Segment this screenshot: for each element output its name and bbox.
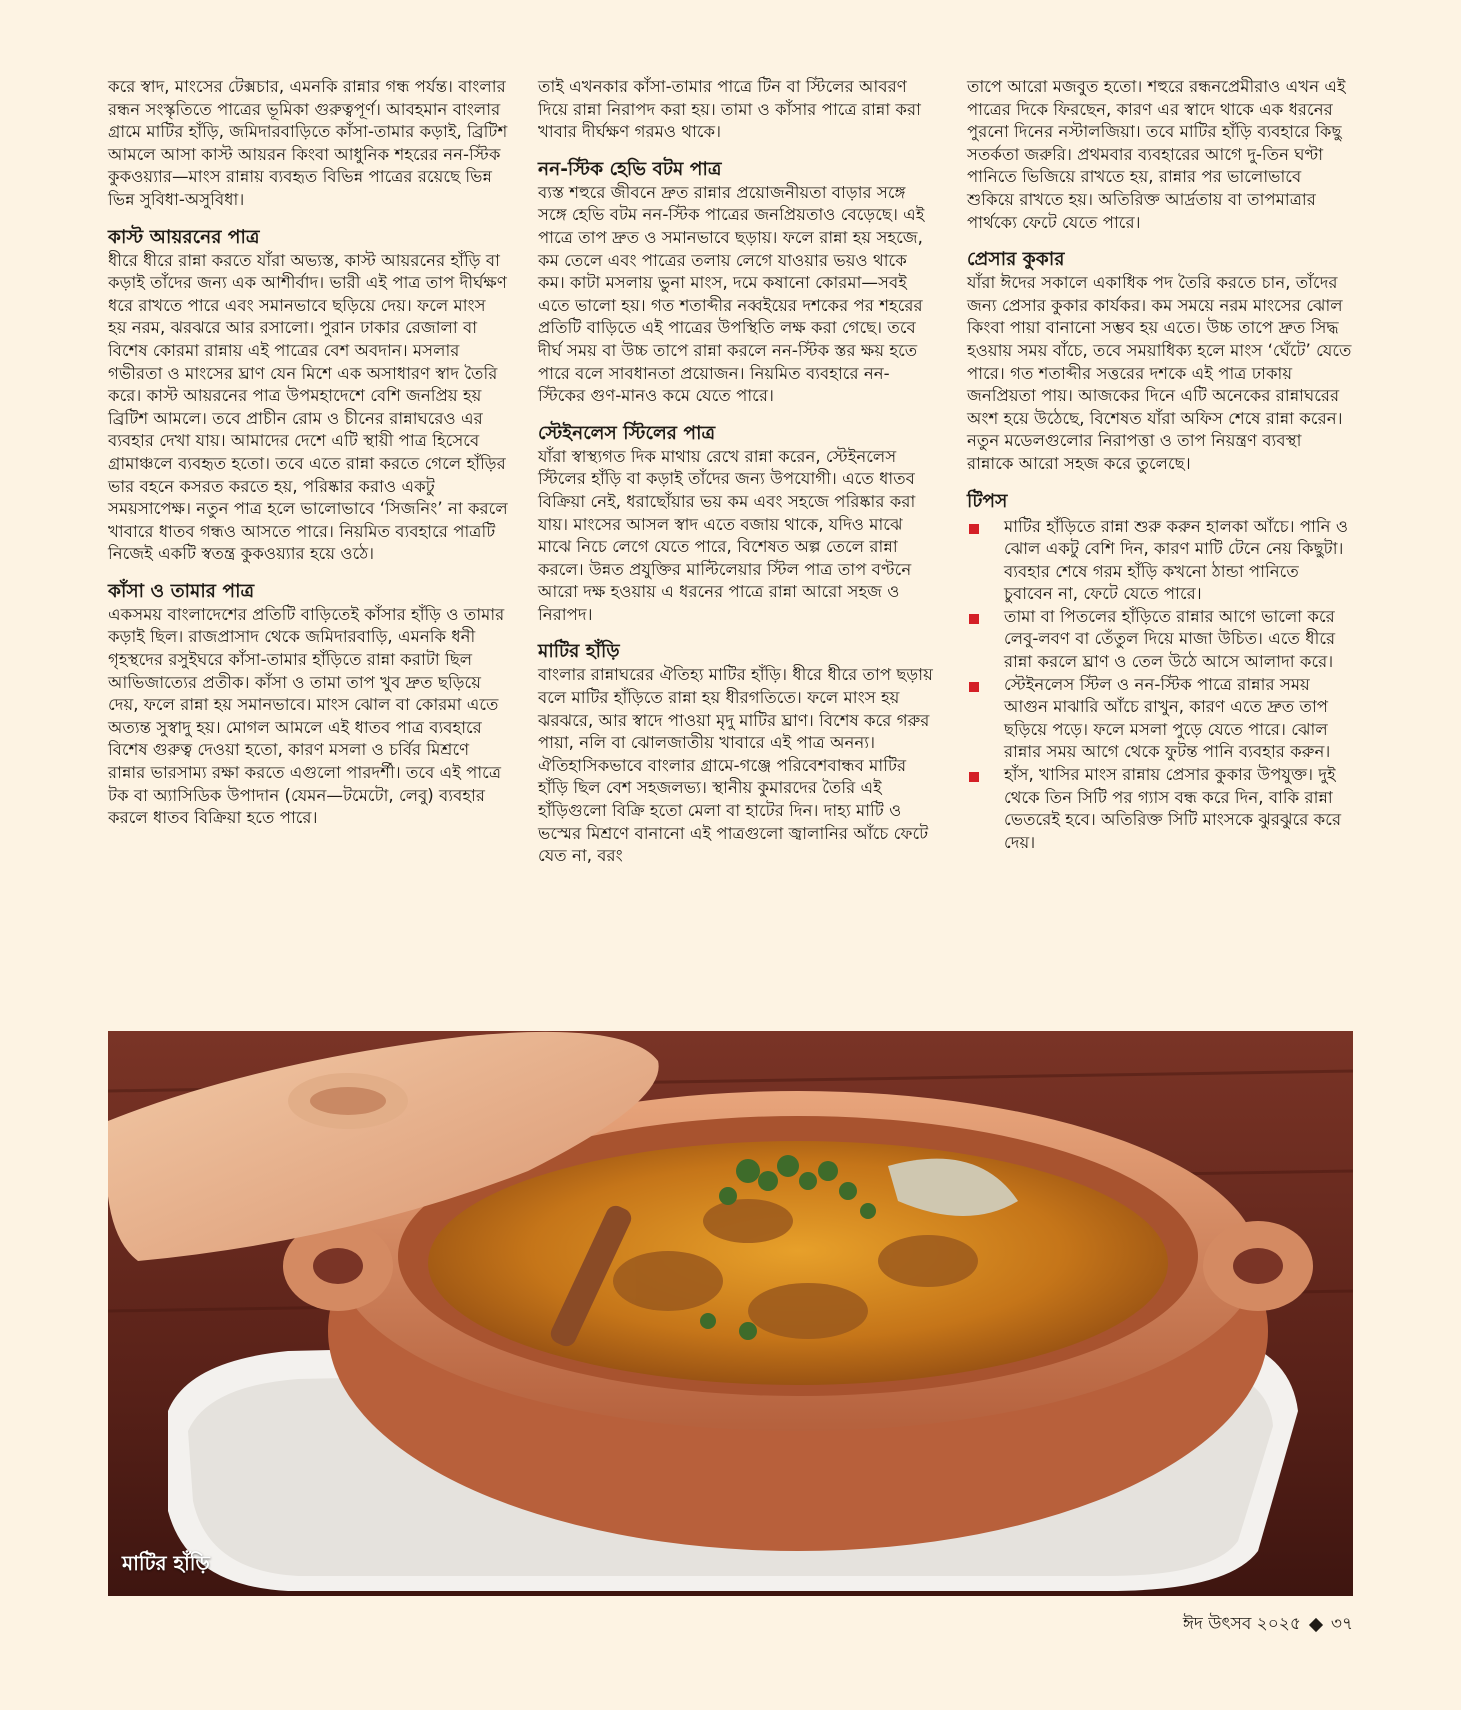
heading-pressure-cooker: প্রেসার কুকার: [967, 249, 1065, 271]
page-number: ৩৭: [1330, 1614, 1353, 1634]
cast-iron-paragraph: ধীরে ধীরে রান্না করতে যাঁরা অভ্যস্ত, কাস্ট আয়রনের হাঁড়ি বা কড়াই তাঁদের জন্য এক আশীর্বাদ। ভারী এই পাত্র তাপ দীর্ঘক্ষণ ধরে রাখতে পারে এবং সমানভাবে ছড়িয়ে দেয়। ফলে মাংস হয় নরম, ঝরঝরে আর রসালো। পুরান ঢাকার রেজালা বা বিশেষ কোরমা রান্নায় এই পাত্রের বেশ অবদান। মসলার গভীরতা ও মাংসের ঘ্রাণ যেন মিশে এক অসাধারণ স্বাদ তৈরি করে। কাস্ট আয়রনের পাত্র উপমহাদেশে বেশি জনপ্রিয় হয় ব্রিটিশ আমলে। তবে প্রাচীন রোম ও চীনের রান্নাঘরেও এর ব্যবহার দেখা যায়। আমাদের দেশে এটি স্থায়ী পাত্র হিসেবে গ্রামাঞ্চলে ব্যবহৃত হতো। তবে এতে রান্না করতে গেলে হাঁড়ির ভার বহনে কসরত করতে হয়, পরিষ্কার করাও একটু সময়সাপেক্ষ। নতুন পাত্র হলে ভালোভাবে ‘সিজনিং’ না করলে খাবারে ধাতব গন্ধও আসতে পারে। নিয়মিত ব্যবহারে পাত্রটি নিজেই একটি স্বতন্ত্র কুকওয়্যার হয়ে ওঠে।: [108, 250, 508, 564]
clay-pot-photo: [108, 1031, 1353, 1596]
heading-bronze-copper: কাঁসা ও তামার পাত্র: [108, 580, 255, 602]
tip-item: [967, 674, 1352, 764]
column-2: [538, 76, 934, 868]
tip-text: স্টেইনলেস স্টিল ও নন-স্টিক পাত্রে রান্নার সময় আগুন মাঝারি আঁচে রাখুন, কারণ এতে দ্রুত তাপ ছড়িয়ে পড়ে। ফলে মসলা পুড়ে যেতে পারে। ঝোল রান্নার সময় আগে থেকে ফুটন্ত পানি ব্যবহার করুন।: [1004, 674, 1331, 762]
clay-pot-illustration: [108, 1031, 1353, 1596]
heading-tips: টিপস: [967, 490, 1008, 512]
clay-continued-paragraph: তাপে আরো মজবুত হতো। শহুরে রন্ধনপ্রেমীরাও এখন এই পাত্রের দিকে ফিরছেন, কারণ এর স্বাদে থাকে এক ধরনের পুরনো দিনের নস্টালজিয়া। তবে মাটির হাঁড়ি ব্যবহারে কিছু সতর্কতা জরুরি। প্রথমবার ব্যবহারের আগে দু-তিন ঘণ্টা পানিতে ভিজিয়ে রাখতে হয়, রান্নার পর ভালোভাবে শুকিয়ে রাখতে হয়। অতিরিক্ত আর্দ্রতায় বা তাপমাত্রার পার্থক্যে ফেটে যেতে পারে।: [967, 77, 1346, 232]
heading-stainless-steel: স্টেইনলেস স্টিলের পাত্র: [538, 422, 716, 444]
photo-caption: মাটির হাঁড়ি: [122, 1551, 210, 1575]
clay-pot-paragraph: বাংলার রান্নাঘরের ঐতিহ্য মাটির হাঁড়ি। ধীরে ধীরে তাপ ছড়ায় বলে মাটির হাঁড়িতে রান্না হয় ধীরগতিতে। ফলে মাংস হয় ঝরঝরে, আর স্বাদে পাওয়া মৃদু মাটির ঘ্রাণ। বিশেষ করে গরুর পায়া, নলি বা ঝোলজাতীয় খাবারে এই পাত্র অনন্য। ঐতিহাসিকভাবে বাংলার গ্রামে-গঞ্জে পরিবেশবান্ধব মাটির হাঁড়ি ছিল বেশ সহজলভ্য। স্থানীয় কুমারদের তৈরি এই হাঁড়িগুলো বিক্রি হতো মেলা বা হাটের দিন। দাহ্য মাটি ও ভস্মের মিশ্রণে বানানো এই পাত্রগুলো জ্বালানির আঁচে ফেটে যেত না, বরং: [538, 665, 933, 866]
column-1: [108, 76, 508, 830]
tip-text: হাঁস, খাসির মাংস রান্নায় প্রেসার কুকার উপযুক্ত। দুই থেকে তিন সিটি পর গ্যাস বন্ধ করে দিন, বাকি রান্না ভেতরেই হবে। অতিরিক্ত সিটি মাংসকে ঝুরঝুরে করে দেয়।: [1004, 765, 1342, 852]
red-square-bullet-icon: [969, 682, 979, 692]
stainless-steel-paragraph: যাঁরা স্বাস্থ্যগত দিক মাথায় রেখে রান্না করেন, স্টেইনলেস স্টিলের হাঁড়ি বা কড়াই তাঁদের জন্য উপযোগী। এতে ধাতব বিক্রিয়া নেই, ধরাছোঁয়ার ভয় কম এবং সহজে পরিষ্কার করা যায়। মাংসের আসল স্বাদ এতে বজায় থাকে, যদিও মাঝে মাঝে নিচে লেগে যেতে পারে, বিশেষত অল্প তেলে রান্না করলে। উন্নত প্রযুক্তির মাল্টিলেয়ার স্টিল পাত্র তাপ বণ্টনে আরো দক্ষ হওয়ায় এ ধরনের পাত্রে রান্না আরো সহজ ও নিরাপদ।: [538, 446, 916, 624]
diamond-separator-icon: [1309, 1618, 1323, 1632]
red-square-bullet-icon: [969, 614, 979, 624]
bronze-copper-paragraph: একসময় বাংলাদেশের প্রতিটি বাড়িতেই কাঁসার হাঁড়ি ও তামার কড়াই ছিল। রাজপ্রাসাদ থেকে জমিদারবাড়ি, এমনকি ধনী গৃহস্থদের রসুইঘরে কাঁসা-তামার হাঁড়িতে রান্না করাটা ছিল আভিজাত্যের প্রতীক। কাঁসা ও তামা তাপ খুব দ্রুত ছড়িয়ে দেয়, ফলে রান্না হয় সমানভাবে। মাংস ঝোল বা কোরমা এতে অত্যন্ত সুস্বাদু হয়। মোগল আমলে এই ধাতব পাত্র ব্যবহারে বিশেষ গুরুত্ব দেওয়া হতো, কারণ মসলা ও চর্বির মিশ্রণে রান্নার ভারসাম্য রক্ষা করতে এগুলো পারদর্শী। তবে এই পাত্রে টক বা অ্যাসিডিক উপাদান (যেমন—টমেটো, লেবু) ব্যবহার করলে ধাতব বিক্রিয়া হতে পারে।: [108, 604, 505, 828]
bronze-continued-paragraph: তাই এখনকার কাঁসা-তামার পাত্রে টিন বা স্টিলের আবরণ দিয়ে রান্না নিরাপদ করা হয়। তামা ও কাঁসার পাত্রে রান্না করা খাবার দীর্ঘক্ষণ গরমও থাকে।: [538, 77, 921, 142]
red-square-bullet-icon: [969, 524, 979, 534]
tip-text: তামা বা পিতলের হাঁড়িতে রান্নার আগে ভালো করে লেবু-লবণ বা তেঁতুল দিয়ে মাজা উচিত। এতে ধীরে রান্না করলে ঘ্রাণ ও তেল উঠে আসে আলাদা করে।: [1004, 606, 1336, 672]
red-square-bullet-icon: [969, 772, 979, 782]
issue-name: ঈদ উৎসব ২০২৫: [1182, 1614, 1301, 1634]
intro-paragraph: করে স্বাদ, মাংসের টেক্সচার, এমনকি রান্নার গন্ধ পর্যন্ত। বাংলার রন্ধন সংস্কৃতিতে পাত্রের ভূমিকা গুরুত্বপূর্ণ। আবহমান বাংলার গ্রামে মাটির হাঁড়ি, জমিদারবাড়িতে কাঁসা-তামার কড়াই, ব্রিটিশ আমলে আসা কাস্ট আয়রন কিংবা আধুনিক শহরের নন-স্টিক কুকওয়্যার—মাংস রান্নায় ব্যবহৃত বিভিন্ন পাত্রের রয়েছে ভিন্ন ভিন্ন সুবিধা-অসুবিধা।: [108, 77, 508, 209]
heading-cast-iron: কাস্ট আয়রনের পাত্র: [108, 226, 260, 248]
tip-item: [967, 606, 1352, 674]
tips-list: [967, 516, 1352, 855]
pressure-cooker-paragraph: যাঁরা ঈদের সকালে একাধিক পদ তৈরি করতে চান, তাঁদের জন্য প্রেসার কুকার কার্যকর। কম সময়ে নরম মাংসের ঝোল কিংবা পায়া বানানো সম্ভব হয় এতে। উচ্চ তাপে দ্রুত সিদ্ধ হওয়ায় সময় বাঁচে, তবে সময়াধিক্য হলে মাংস ‘ঘেঁটে’ যেতে পারে। গত শতাব্দীর সত্তরের দশকে এই পাত্র ঢাকায় জনপ্রিয়তা পায়। আজকের দিনে এটি অনেকের রান্নাঘরের অংশ হয়ে উঠেছে, বিশেষত যাঁরা অফিস শেষে রান্না করেন। নতুন মডেলগুলোর নিরাপত্তা ও তাপ নিয়ন্ত্রণ ব্যবস্থা রান্নাকে আরো সহজ করে তুলেছে।: [967, 273, 1352, 473]
heading-non-stick: নন-স্টিক হেভি বটম পাত্র: [538, 158, 722, 180]
tip-item: [967, 516, 1352, 606]
column-3: [967, 76, 1352, 854]
heading-clay-pot: মাটির হাঁড়ি: [538, 641, 620, 663]
page-footer: [1183, 1611, 1353, 1639]
tip-item: [967, 764, 1352, 854]
tip-text: মাটির হাঁড়িতে রান্না শুরু করুন হালকা আঁচে। পানি ও ঝোল একটু বেশি দিন, কারণ মাটি টেনে নেয় কিছুটা। ব্যবহার শেষে গরম হাঁড়ি কখনো ঠান্ডা পানিতে চুবাবেন না, ফেটে যেতে পারে।: [1004, 516, 1349, 604]
non-stick-paragraph: ব্যস্ত শহুরে জীবনে দ্রুত রান্নার প্রয়োজনীয়তা বাড়ার সঙ্গে সঙ্গে হেভি বটম নন-স্টিক পাত্রের জনপ্রিয়তাও বেড়েছে। এই পাত্রে তাপ দ্রুত ও সমানভাবে ছড়ায়। ফলে রান্না হয় সহজে, কম তেলে এবং পাত্রের তলায় লেগে যাওয়ার ভয়ও থাকে কম। কাটা মসলায় ভুনা মাংস, দমে কষানো কোরমা—সবই এতে ভালো হয়। গত শতাব্দীর নব্বইয়ের দশকের পর শহরের প্রতিটি বাড়িতে এই পাত্রের উপস্থিতি লক্ষ করা গেছে। তবে দীর্ঘ সময় বা উচ্চ তাপে রান্না করলে নন-স্টিক স্তর ক্ষয় হতে পারে বলে সাবধানতা প্রয়োজন। নিয়মিত ব্যবহারে নন-স্টিকের গুণ-মানও কমে যেতে পারে।: [538, 182, 925, 406]
